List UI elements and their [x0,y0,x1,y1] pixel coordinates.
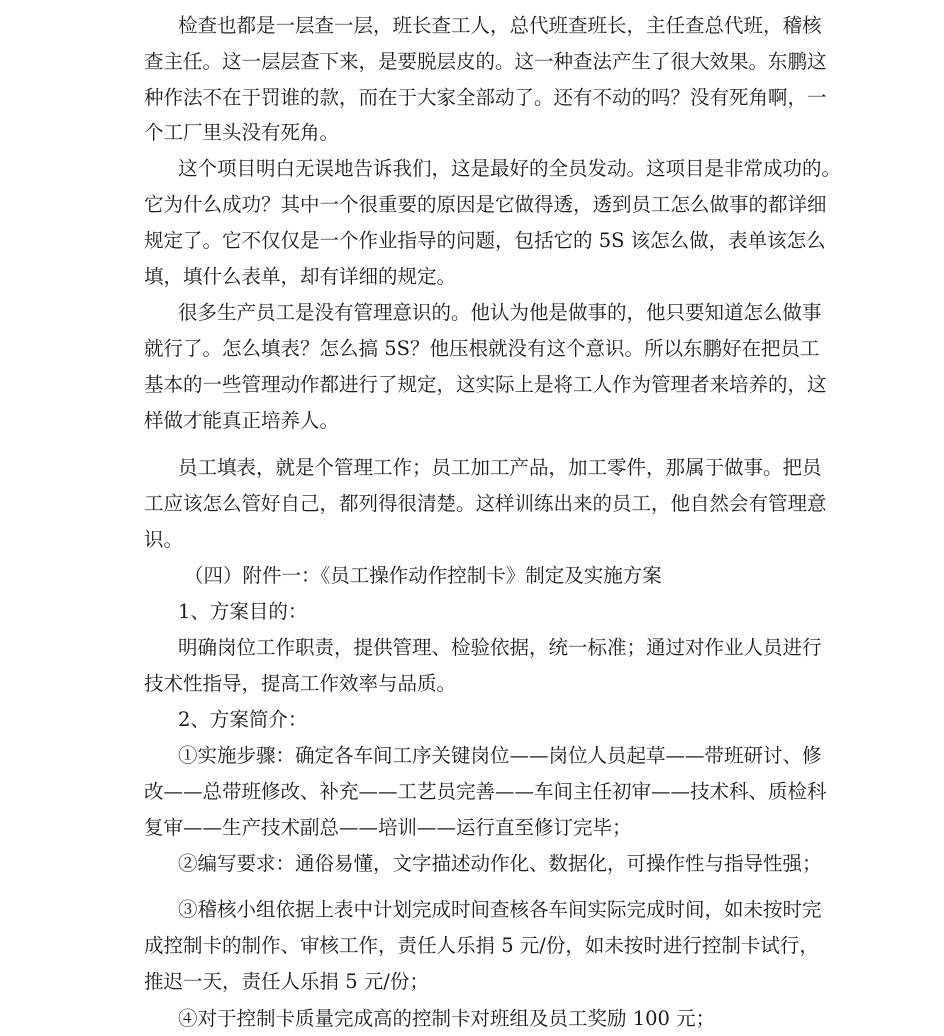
text-line: 规定了。它不仅仅是一个作业指导的问题，包括它的 5S 该怎么做，表单该怎么 [144,229,826,252]
text-line: 就行了。怎么填表？怎么搞 5S？他压根就没有这个意识。所以东鹏好在把员工 [144,337,820,360]
text-line: 复审——生产技术副总——培训——运行直至修订完毕； [144,816,632,839]
text-line: 样做才能真正培养人。 [144,409,340,432]
text-line: 它为什么成功？其中一个很重要的原因是它做得透，透到员工怎么做事的都详细 [144,193,827,216]
text-line: 明确岗位工作职责，提供管理、检验依据，统一标准；通过对作业人员进行 [178,636,822,659]
text-line: 填，填什么表单，却有详细的规定。 [144,265,457,288]
text-line: ③稽核小组依据上表中计划完成时间查核各车间实际完成时间，如未按时完 [178,898,822,921]
text-line: 推迟一天，责任人乐捐 5 元/份； [144,970,429,993]
text-line: 识。 [144,528,184,551]
text-line: 成控制卡的制作、审核工作，责任人乐捐 5 元/份，如未按时进行控制卡试行， [144,934,819,957]
text-line: ②编写要求：通俗易懂，文字描述动作化、数据化，可操作性与指导性强； [178,852,822,875]
text-line: 技术性指导，提高工作效率与品质。 [144,672,457,695]
text-line: 工应该怎么管好自己，都列得很清楚。这样训练出来的员工，他自然会有管理意 [144,492,827,515]
text-line: 很多生产员工是没有管理意识的。他认为他是做事的，他只要知道怎么做事 [178,301,822,324]
text-line: 查主任。这一层层查下来，是要脱层皮的。这一种查法产生了很大效果。东鹏这 [144,50,827,73]
text-line: 基本的一些管理动作都进行了规定，这实际上是将工人作为管理者来培养的，这 [144,373,827,396]
text-line: 个工厂里头没有死角。 [144,121,340,144]
subsection-heading: 2、方案简介： [178,708,308,731]
text-line: 检查也都是一层查一层，班长查工人，总代班查班长，主任查总代班，稽核 [178,14,822,37]
text-line: ①实施步骤：确定各车间工序关键岗位——岗位人员起草——带班研讨、修 [178,744,822,767]
text-line: 员工填表，就是个管理工作；员工加工产品，加工零件，那属于做事。把员 [178,456,822,479]
text-line: 改——总带班修改、补充——工艺员完善——车间主任初审——技术科、质检科 [144,780,827,803]
text-line: ④对于控制卡质量完成高的控制卡对班组及员工奖励 100 元； [178,1007,716,1030]
subsection-heading: 1、方案目的： [178,600,308,623]
section-heading: （四）附件一：《员工操作动作控制卡》制定及实施方案 [184,564,662,587]
text-line: 种作法不在于罚谁的款，而在于大家全部动了。还有不动的吗？没有死角啊，一 [144,86,827,109]
text-line: 这个项目明白无误地告诉我们，这是最好的全员发动。这项目是非常成功的。 [178,157,842,180]
